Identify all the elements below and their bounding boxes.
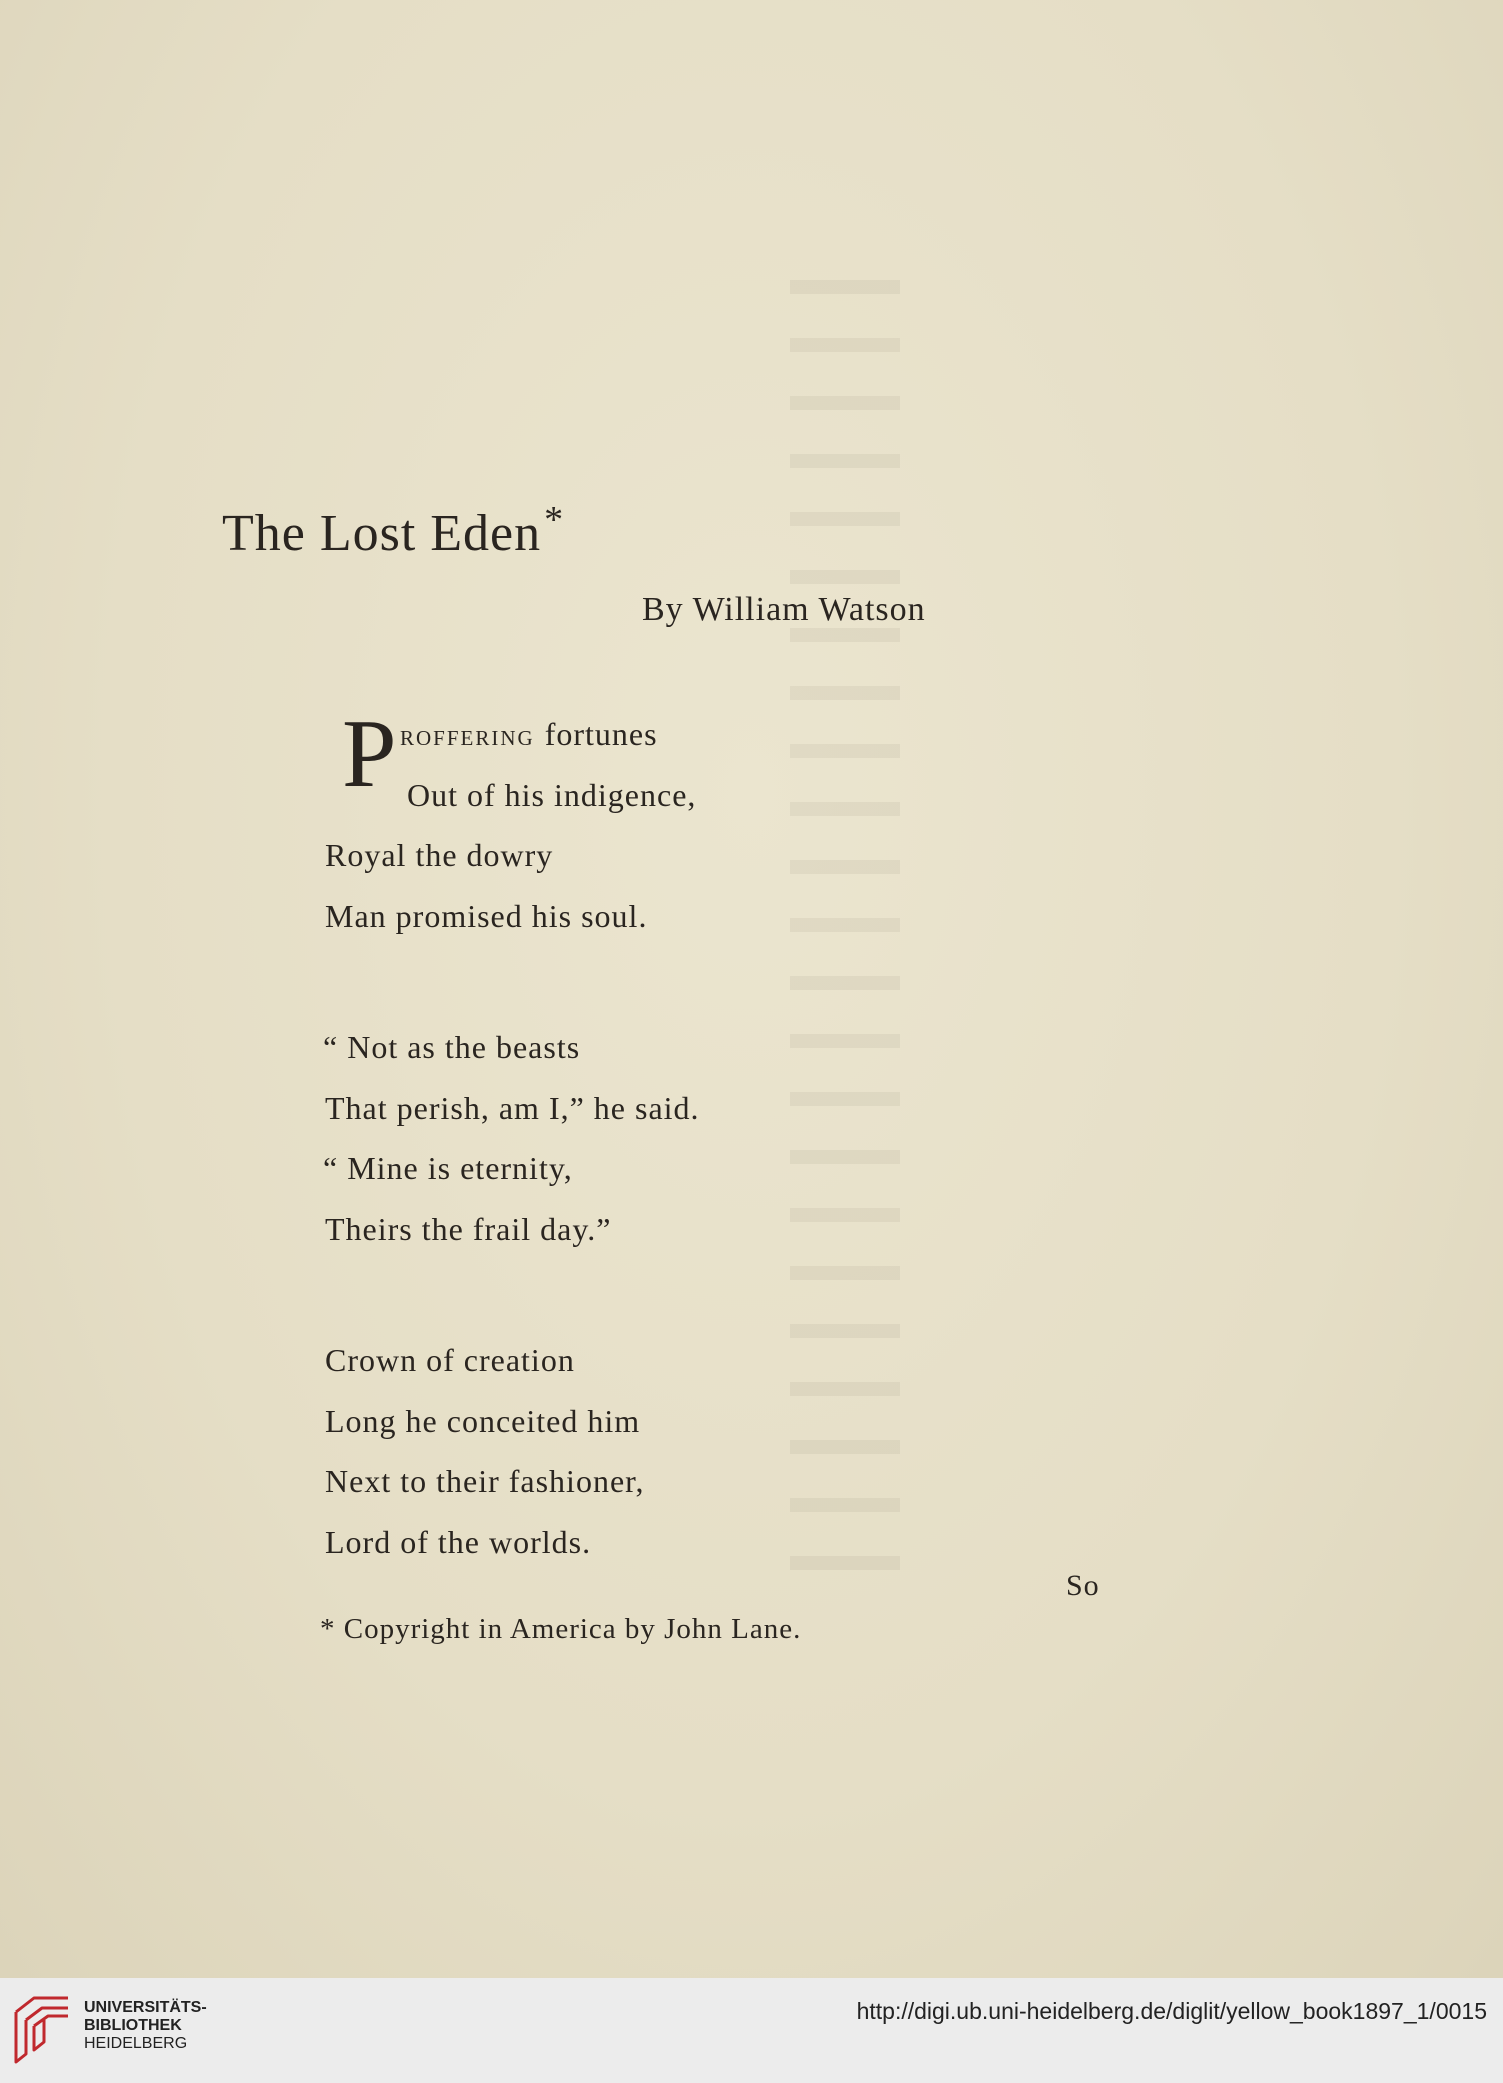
poem-line: Out of his indigence, (407, 777, 697, 813)
poem-line: “ Not as the beasts (323, 1029, 581, 1065)
footer-bar (0, 1978, 1503, 2083)
poem-line (400, 716, 658, 753)
poem-title (222, 498, 564, 563)
show-through-text (790, 280, 900, 1600)
author-byline: By William Watson (642, 591, 926, 628)
copyright-footnote: * Copyright in America by John Lane. (320, 1613, 802, 1645)
library-name-line: BIBLIOTHEK (84, 2017, 182, 2034)
poem-line: Lord of the worlds. (325, 1524, 592, 1560)
source-url[interactable]: http://digi.ub.uni-heidelberg.de/diglit/yellow_book1897_1/0015 (856, 1998, 1487, 2024)
poem-line-text: fortunes (544, 716, 658, 752)
library-name (84, 1999, 207, 2053)
catchword: So (1066, 1569, 1100, 1602)
poem-line: That perish, am I,” he said. (325, 1090, 700, 1126)
library-name-line: UNIVERSITÄTS- (84, 1999, 207, 2016)
library-name-line: HEIDELBERG (84, 2035, 188, 2052)
title-footnote-mark: * (544, 499, 565, 541)
poem-line: Theirs the frail day.” (325, 1211, 612, 1247)
poem-line: Next to their fashioner, (325, 1463, 645, 1499)
poem-line: Man promised his soul. (325, 898, 648, 934)
poem-line: Long he conceited him (325, 1403, 641, 1439)
poem-line: “ Mine is eternity, (323, 1150, 573, 1186)
poem-line: Royal the dowry (325, 837, 554, 873)
poem-title-text: The Lost Eden (222, 505, 542, 562)
library-logo-icon (12, 1990, 74, 2075)
small-caps-word: ROFFERING (400, 726, 535, 750)
poem-line: Crown of creation (325, 1342, 575, 1378)
drop-cap: P (342, 700, 397, 808)
